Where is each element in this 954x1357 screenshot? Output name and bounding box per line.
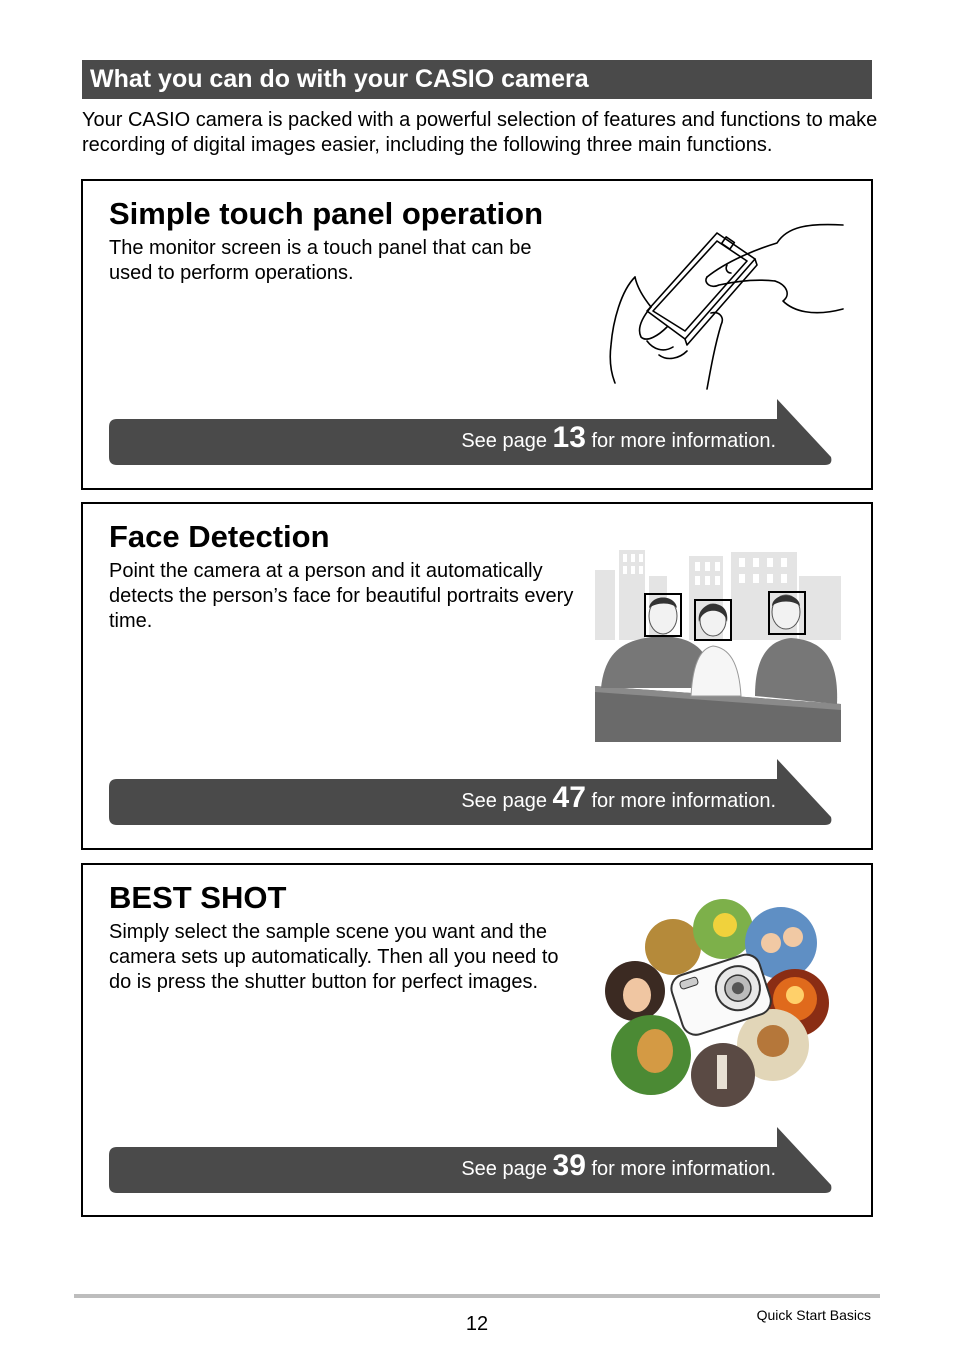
see-page-text — [461, 421, 776, 455]
feature-box-touch-panel — [81, 179, 873, 490]
section-title: What you can do with your CASIO camera — [90, 65, 589, 93]
feature-description: Simply select the sample scene you want and the camera sets up automatically. Then all you need to do is press the shutter button for perfect images. — [109, 921, 559, 993]
see-suffix: for more information. — [591, 430, 776, 452]
intro-paragraph: Your CASIO camera is packed with a powerful selection of features and functions to make recording of digital images easier, including the following three main functions. — [82, 109, 878, 156]
page-reference[interactable]: 13 — [552, 421, 586, 454]
hand-touch-camera-icon — [607, 221, 847, 391]
feature-description: The monitor screen is a touch panel that can be used to perform operations. — [109, 237, 532, 284]
see-page-text — [461, 781, 776, 815]
see-page-banner — [109, 759, 834, 825]
footer-divider — [74, 1294, 880, 1298]
see-page-text — [461, 1149, 776, 1183]
see-suffix: for more information. — [591, 1158, 776, 1180]
see-prefix: See page — [461, 790, 547, 812]
feature-title: BEST SHOT — [109, 880, 287, 915]
feature-title: Face Detection — [109, 519, 330, 554]
page-number: 12 — [465, 1313, 489, 1335]
feature-description: Point the camera at a person and it automatically detects the person’s face for beautiful portraits every time. — [109, 560, 574, 632]
face-detection-icon — [595, 546, 841, 742]
page-reference[interactable]: 47 — [552, 781, 586, 814]
scene-collage-icon — [605, 895, 835, 1107]
section-header — [82, 60, 872, 99]
feature-box-best-shot — [81, 863, 873, 1217]
feature-title: Simple touch panel operation — [109, 196, 544, 231]
see-prefix: See page — [461, 430, 547, 452]
see-prefix: See page — [461, 1158, 547, 1180]
feature-box-face-detection — [81, 502, 873, 850]
see-page-banner — [109, 399, 834, 465]
see-suffix: for more information. — [591, 790, 776, 812]
see-page-banner — [109, 1127, 834, 1193]
section-name: Quick Start Basics — [756, 1307, 871, 1323]
page-reference[interactable]: 39 — [552, 1149, 586, 1182]
